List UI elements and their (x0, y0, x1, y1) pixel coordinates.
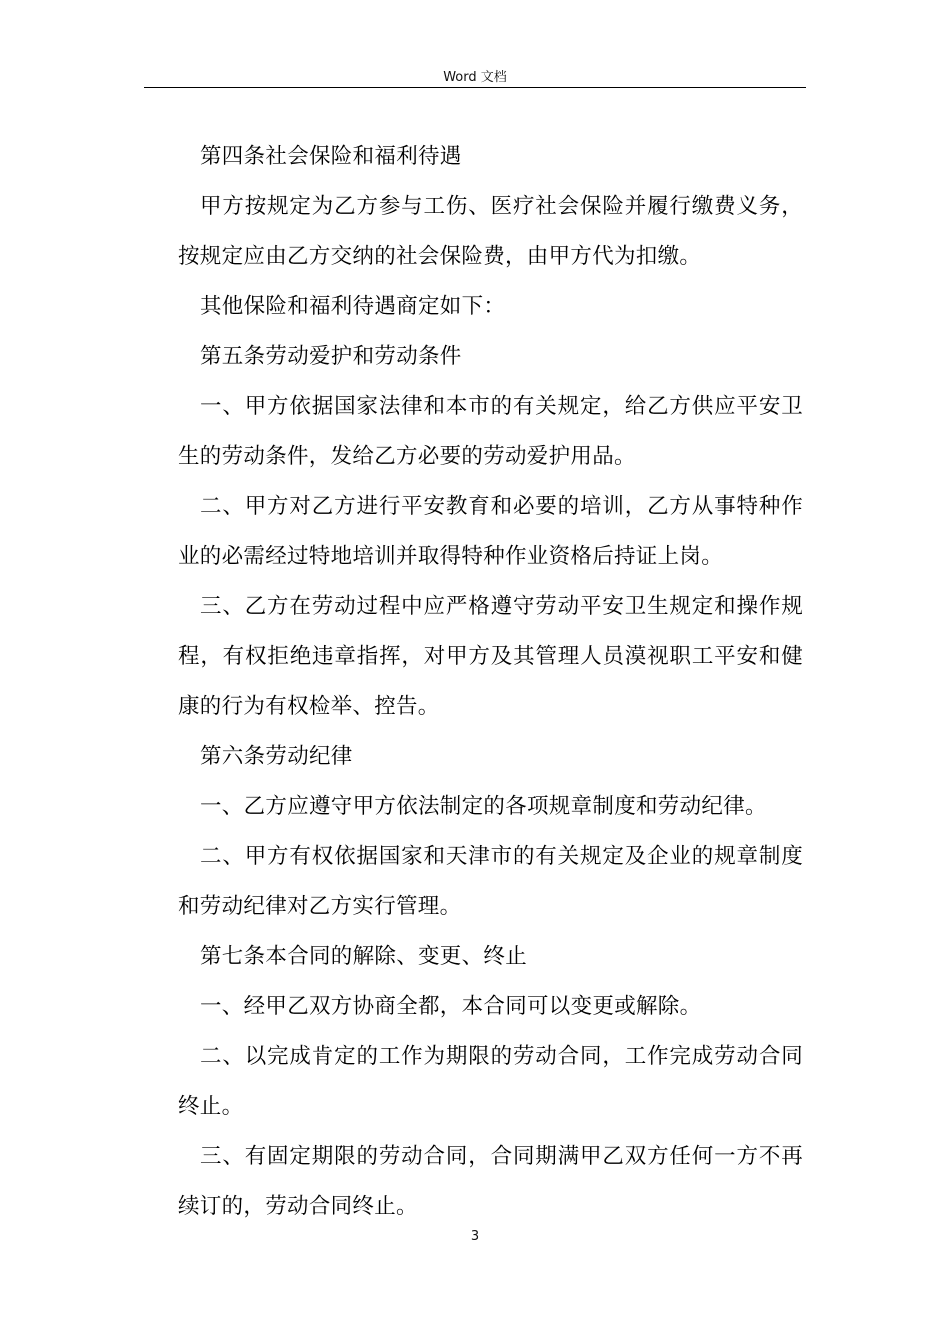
page-header: Word 文档 (443, 70, 507, 85)
section-heading: 第四条社会保险和福利待遇 (200, 144, 462, 169)
paragraph: 一、乙方应遵守甲方依法制定的各项规章制度和劳动纪律。 (200, 794, 767, 819)
page-number: 3 (470, 1229, 480, 1244)
section-heading: 第六条劳动纪律 (200, 744, 353, 769)
paragraph: 甲方按规定为乙方参与工伤、医疗社会保险并履行缴费义务，按规定应由乙方交纳的社会保险费，由甲方代为扣缴。 (178, 194, 803, 269)
paragraph: 二、甲方有权依据国家和天津市的有关规定及企业的规章制度和劳动纪律对乙方实行管理。 (178, 844, 803, 919)
paragraph: 三、有固定期限的劳动合同，合同期满甲乙双方任何一方不再续订的，劳动合同终止。 (178, 1144, 803, 1219)
paragraph: 一、经甲乙双方协商全都，本合同可以变更或解除。 (200, 994, 702, 1019)
paragraph: 二、以完成肯定的工作为期限的劳动合同，工作完成劳动合同终止。 (178, 1044, 803, 1119)
section-heading: 第七条本合同的解除、变更、终止 (200, 944, 528, 969)
header-divider (144, 87, 806, 88)
document-body (178, 132, 803, 1232)
section-heading: 第五条劳动爱护和劳动条件 (200, 344, 462, 369)
paragraph: 一、甲方依据国家法律和本市的有关规定，给乙方供应平安卫生的劳动条件，发给乙方必要的劳动爱护用品。 (178, 394, 803, 469)
paragraph: 其他保险和福利待遇商定如下： (200, 294, 506, 319)
paragraph: 二、甲方对乙方进行平安教育和必要的培训，乙方从事特种作业的必需经过特地培训并取得特种作业资格后持证上岗。 (178, 494, 803, 569)
paragraph: 三、乙方在劳动过程中应严格遵守劳动平安卫生规定和操作规程，有权拒绝违章指挥，对甲方及其管理人员漠视职工平安和健康的行为有权检举、控告。 (178, 594, 803, 719)
